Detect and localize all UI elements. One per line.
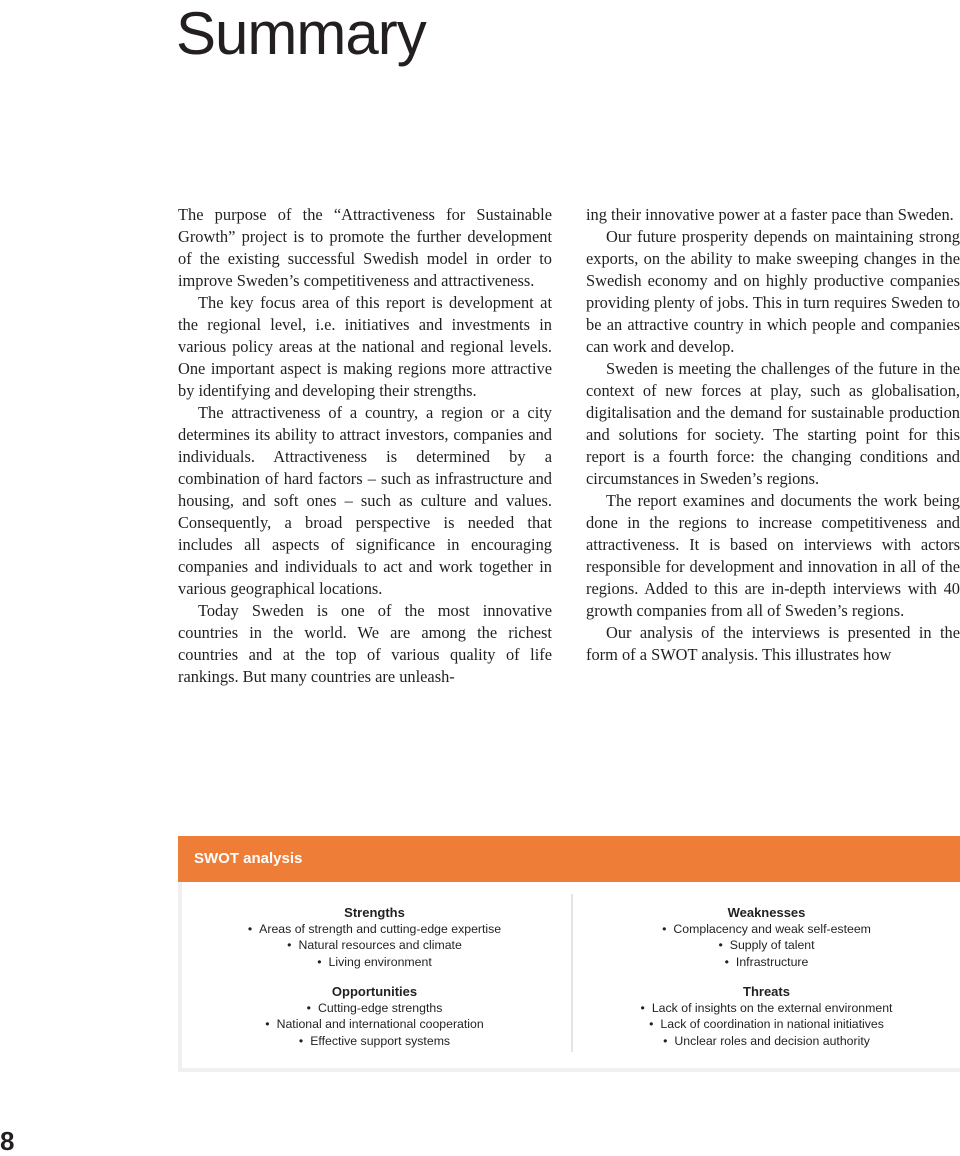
page-number — [0, 1126, 14, 1156]
strengths-item: • Natural resources and climate — [182, 937, 567, 953]
opportunities-item: • Effective support systems — [182, 1033, 567, 1049]
paragraph: Today Sweden is one of the most innovative countries in the world. We are among the richest countries and at the top of various quality of life rankings. But many countries are unleash- — [178, 601, 552, 686]
weaknesses-item: • Supply of talent — [574, 937, 959, 953]
threats-item: • Unclear roles and decision authority — [574, 1033, 959, 1049]
swot-weaknesses — [574, 904, 959, 970]
paragraph: ing their innovative power at a faster pace than Sweden. — [586, 205, 954, 224]
paragraph: The report examines and documents the work being done in the regions to increase competitiveness and attractiveness. It is based on interviews with actors responsible for development and innovation in all of the regions. Added to this are in-depth interviews with 40 growth companies from all of Sweden’s regions. — [586, 491, 960, 620]
threats-item: • Lack of insights on the external environment — [574, 1000, 959, 1016]
strengths-item: • Living environment — [182, 954, 567, 970]
swot-threats — [574, 983, 959, 1049]
left-column — [178, 204, 552, 688]
swot-analysis-box — [178, 836, 960, 1072]
strengths-item: • Areas of strength and cutting-edge expertise — [182, 921, 567, 937]
threats-title: Threats — [743, 984, 790, 999]
strengths-title: Strengths — [344, 905, 405, 920]
weaknesses-item: • Infrastructure — [574, 954, 959, 970]
swot-body — [182, 882, 960, 1068]
right-column — [586, 204, 960, 666]
swot-opportunities — [182, 983, 567, 1049]
paragraph: Sweden is meeting the challenges of the future in the context of new forces at play, such as globalisation, digitalisation and the demand for sustainable production and solutions for society. The starting point for this report is a fourth force: the changing conditions and circumstances in Sweden’s regions. — [586, 359, 960, 488]
page-number-text: 8 — [0, 1126, 15, 1156]
opportunities-item: • National and international cooperation — [182, 1016, 567, 1032]
paragraph: The attractiveness of a country, a region or a city determines its ability to attract investors, companies and individuals. Attractiveness is determined by a combination of hard factors – such as infrastructure and housing, and soft ones – such as culture and values. Consequently, a broad perspective is needed that includes all aspects of significance in encouraging companies and individuals to act and work together in various geographical locations. — [178, 403, 552, 598]
paragraph: Our analysis of the interviews is presented in the form of a SWOT analysis. This illustrates how — [586, 623, 960, 664]
paragraph: The purpose of the “Attractiveness for Sustainable Growth” project is to promote the further development of the existing successful Swedish model in order to improve Sweden’s competitiveness and attractiveness. — [178, 205, 552, 290]
paragraph: Our future prosperity depends on maintaining strong exports, on the ability to make sweeping changes in the Swedish economy and on highly productive companies providing plenty of jobs. This in turn requires Sweden to be an attractive country in which people and companies can work and develop. — [586, 227, 960, 356]
opportunities-title: Opportunities — [331, 984, 418, 999]
threats-item: • Lack of coordination in national initiatives — [574, 1016, 959, 1032]
opportunities-item: • Cutting-edge strengths — [182, 1000, 567, 1016]
swot-divider — [571, 894, 573, 1052]
swot-heading: SWOT analysis — [178, 836, 960, 882]
paragraph: The key focus area of this report is development at the regional level, i.e. initiatives and investments in various policy areas at the national and regional levels. One important aspect is making regions more attractive by identifying and developing their strengths. — [178, 293, 552, 400]
weaknesses-item: • Complacency and weak self-esteem — [574, 921, 959, 937]
weaknesses-title: Weaknesses — [727, 905, 806, 920]
page-title: Summary — [176, 0, 426, 67]
swot-strengths — [182, 904, 567, 970]
